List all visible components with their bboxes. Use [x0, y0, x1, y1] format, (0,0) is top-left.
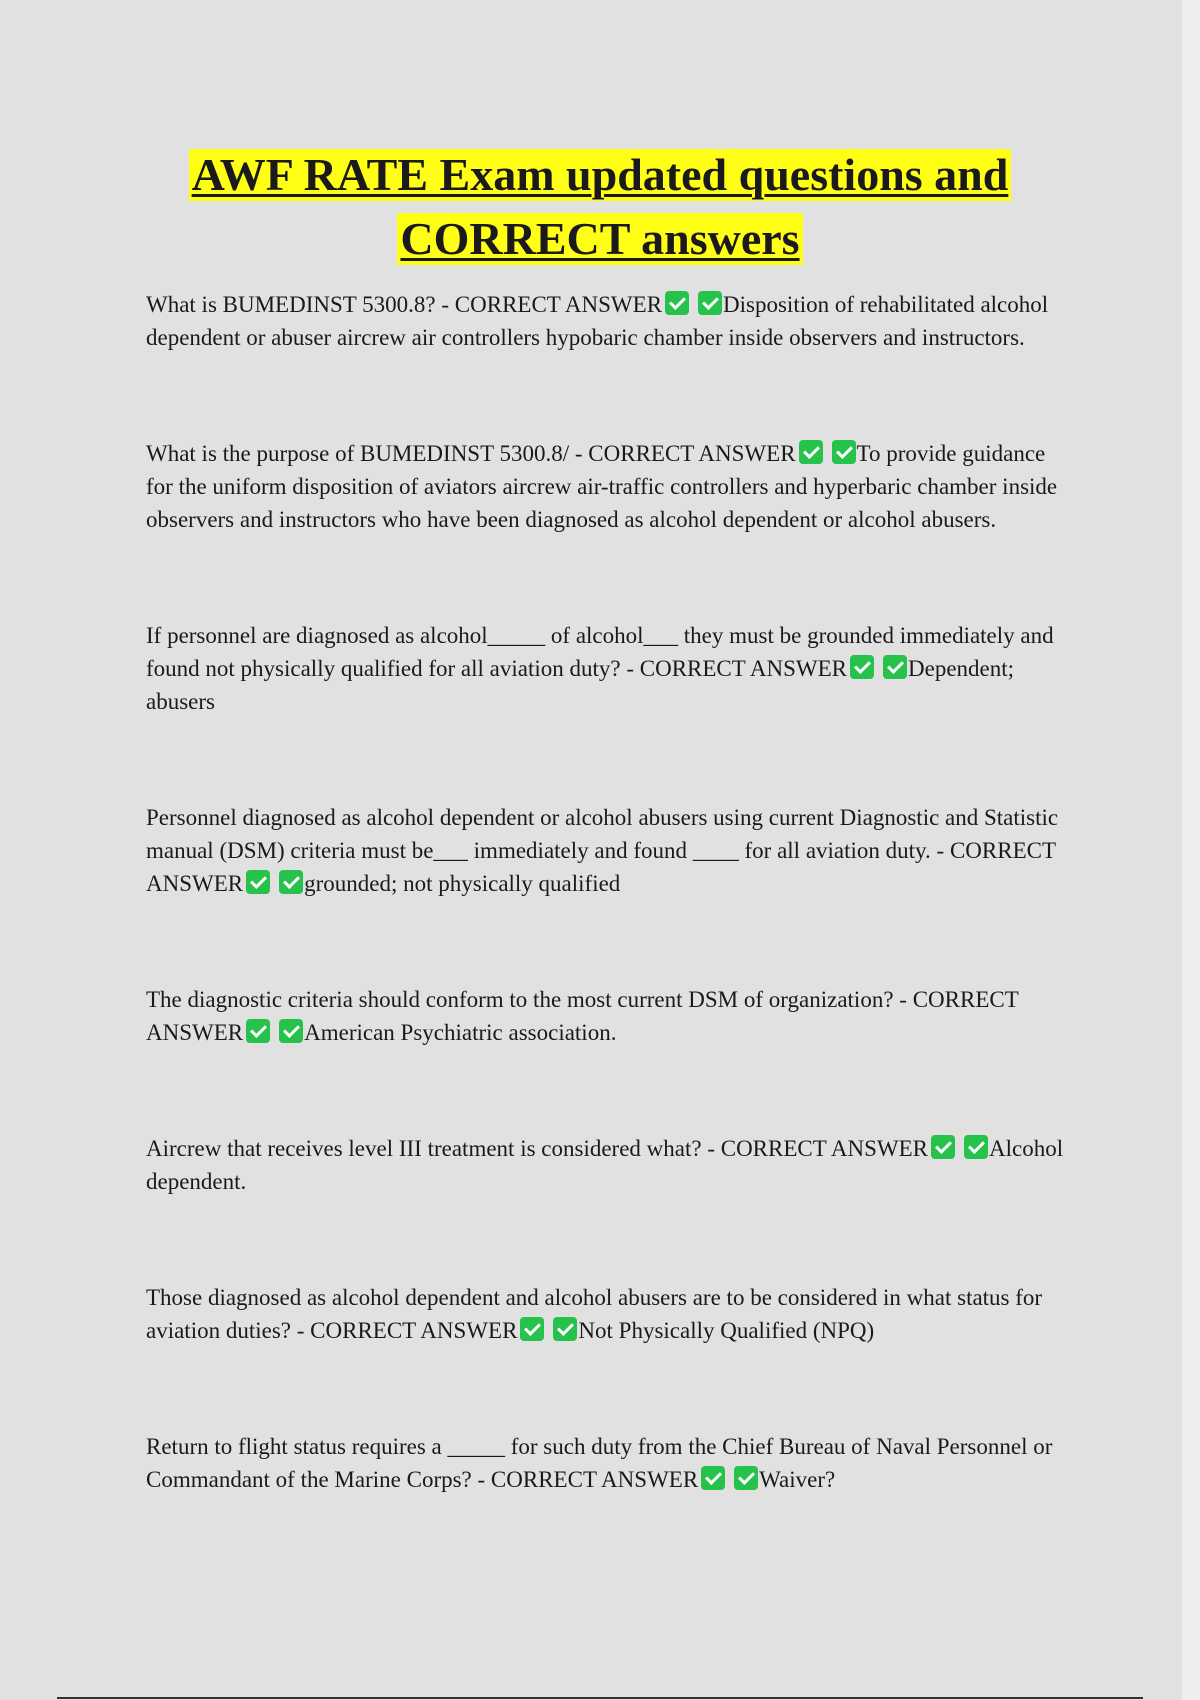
answer-text: Not Physically Qualified (NPQ)	[578, 1318, 875, 1343]
check-icon	[701, 1466, 725, 1490]
answer-text: Alcohol dependent.	[146, 1136, 1064, 1194]
answer-text: Dependent; abusers	[146, 656, 1015, 714]
title-line-2: CORRECT answers	[397, 213, 802, 265]
qa-item	[146, 1132, 1066, 1198]
footer-divider	[57, 1697, 1143, 1699]
check-icon	[279, 1019, 303, 1043]
answer-marker: CORRECT ANSWER	[490, 1467, 699, 1492]
qa-item	[146, 1430, 1066, 1496]
answer-text: grounded; not physically qualified	[304, 871, 621, 896]
answer-text: To provide guidance for the uniform disposition of aviators aircrew air-traffic controllers and hyperbaric chamber inside observers and instructors who have been diagnosed as alcohol dependent or alcohol abusers.	[146, 441, 1058, 532]
answer-marker: CORRECT ANSWER	[720, 1136, 928, 1161]
question-text: What is the purpose of BUMEDINST 5300.8/ -	[146, 441, 589, 466]
check-icon	[799, 440, 823, 464]
qa-list	[146, 288, 1066, 1496]
answer-text: Waiver?	[759, 1467, 836, 1492]
check-icon	[832, 440, 856, 464]
question-text: Personnel diagnosed as alcohol dependent or alcohol abusers using current Diagnostic and Statistic manual (DSM) criteria must be___ immediately and found ____ for all aviation duty. -	[146, 805, 1059, 863]
check-icon	[553, 1317, 577, 1341]
answer-marker: CORRECT ANSWER	[639, 656, 847, 681]
check-icon	[850, 655, 874, 679]
check-icon	[734, 1466, 758, 1490]
qa-item	[146, 437, 1066, 536]
question-text: The diagnostic criteria should conform to the most current DSM of organization? -	[146, 987, 913, 1012]
qa-item	[146, 619, 1066, 718]
page-margin-strip	[1182, 0, 1200, 1700]
check-icon	[279, 870, 303, 894]
check-icon	[520, 1317, 544, 1341]
qa-item	[146, 801, 1066, 900]
answer-text: American Psychiatric association.	[304, 1020, 617, 1045]
question-text: What is BUMEDINST 5300.8? -	[146, 292, 455, 317]
qa-item	[146, 288, 1066, 354]
question-text: Those diagnosed as alcohol dependent and alcohol abusers are to be considered in what status for aviation duties? -	[146, 1285, 1043, 1343]
title-line-1: AWF RATE Exam updated questions and	[189, 149, 1012, 201]
document-title	[140, 143, 1060, 271]
question-text: Return to flight status requires a _____ for such duty from the Chief Bureau of Naval Personnel or Commandant of the Marine Corps? -	[146, 1434, 1053, 1492]
answer-text: Disposition of rehabilitated alcohol dependent or abuser aircrew air controllers hypobaric chamber inside observers and instructors.	[146, 292, 1049, 350]
check-icon	[883, 655, 907, 679]
check-icon	[964, 1135, 988, 1159]
question-text: If personnel are diagnosed as alcohol_____ of alcohol___ they must be grounded immediately and found not physically qualified for all aviation duty? -	[146, 623, 1054, 681]
answer-marker: CORRECT ANSWER	[310, 1318, 518, 1343]
answer-marker: CORRECT ANSWER	[454, 292, 663, 317]
answer-marker: CORRECT ANSWER	[146, 838, 1056, 896]
check-icon	[698, 291, 722, 315]
qa-item	[146, 983, 1066, 1049]
check-icon	[246, 870, 270, 894]
question-text: Aircrew that receives level III treatment is considered what? -	[146, 1136, 721, 1161]
answer-marker: CORRECT ANSWER	[588, 441, 796, 466]
check-icon	[931, 1135, 955, 1159]
answer-marker: CORRECT ANSWER	[146, 987, 1019, 1045]
check-icon	[665, 291, 689, 315]
check-icon	[246, 1019, 270, 1043]
qa-item	[146, 1281, 1066, 1347]
